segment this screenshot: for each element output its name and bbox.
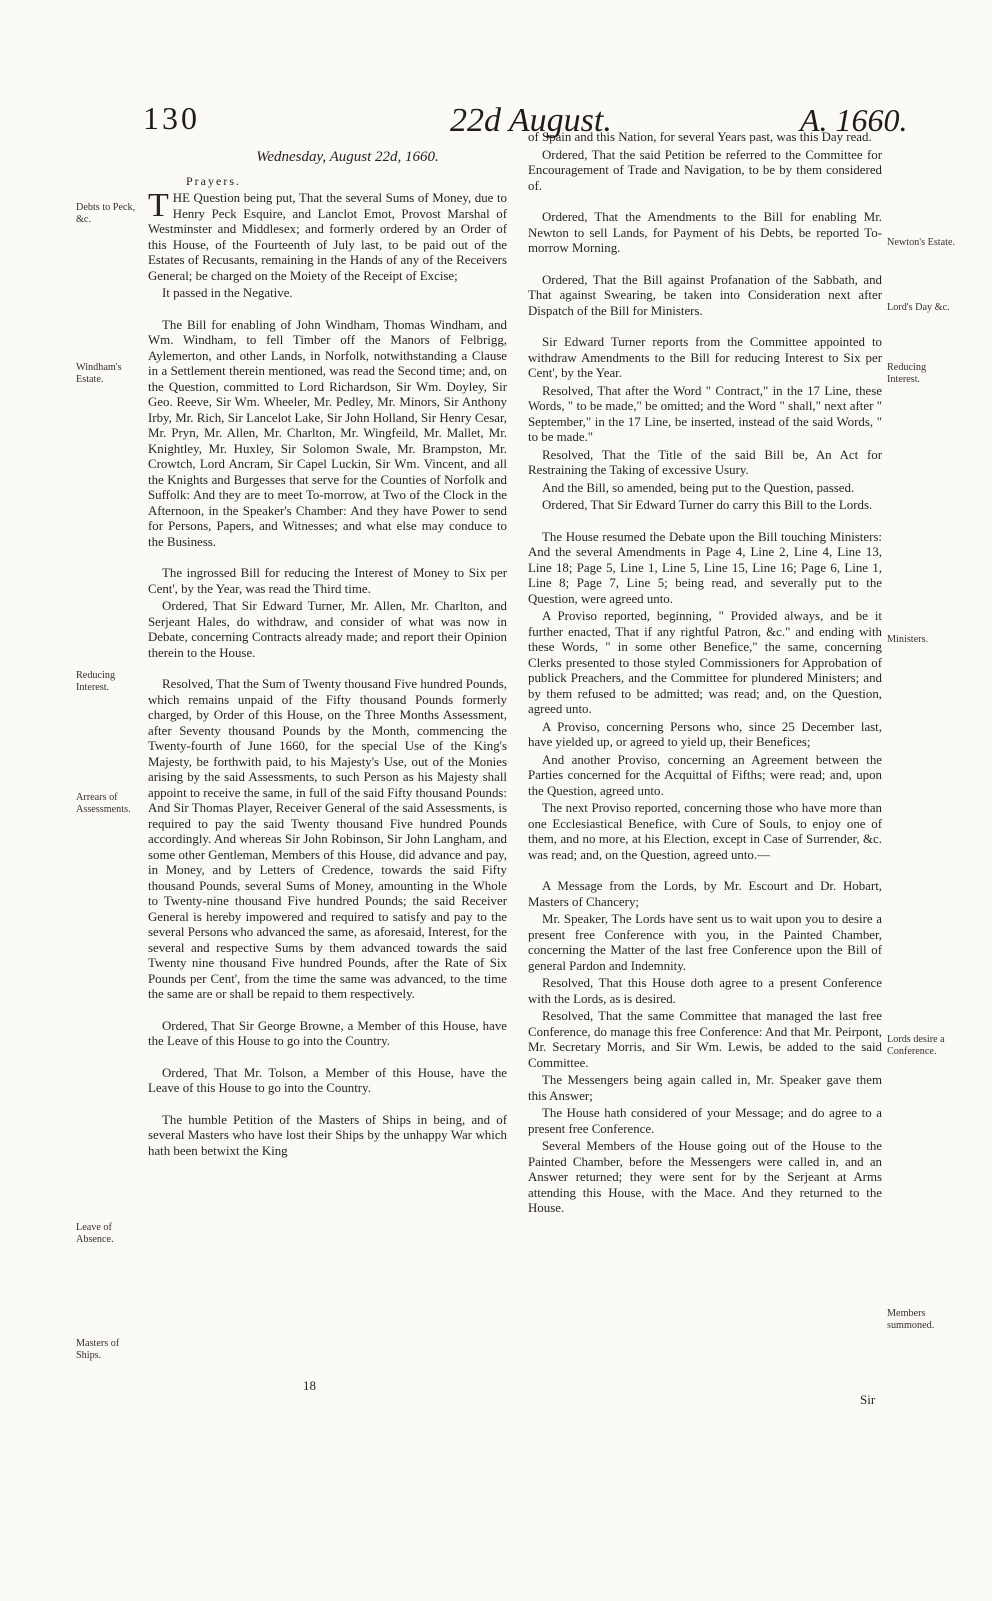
sitting-date: Wednesday, August 22d, 1660.: [256, 149, 439, 165]
entry-negative: It passed in the Negative.: [162, 286, 293, 300]
entry-newton: Ordered, That the Amendments to the Bill for enabling Mr. Newton to sell Lands, for Payment of his Debts, be reported To-morrow Morning.: [528, 210, 882, 255]
running-head-date: 22d August.: [450, 102, 612, 139]
entry-sabbath: Ordered, That the Bill against Profanation of the Sabbath, and That against Swearing, be taken into Consideration next after Dispatch of the Bill for Ministers.: [528, 272, 882, 318]
entry-members-summoned: Several Members of the House going out of the House to the Painted Chamber, before the Messengers were called in, and an Answer returned; they were sent for by the Serjeant at Arms attending this House, with the Mace. And they returned to the House.: [528, 1139, 882, 1215]
margin-note-newton: Newton's Estate.: [887, 237, 956, 248]
entry-turner-reports: Sir Edward Turner reports from the Committee appointed to withdraw Amendments to the Bill for reducing Interest to Six per Cent', by the Year.: [528, 335, 882, 380]
entry-tolson-leave: Ordered, That Mr. Tolson, a Member of this House, have the Leave of this House to go into the Country.: [148, 1065, 507, 1095]
left-column: [148, 148, 507, 1159]
entry-turner-withdraw: Ordered, That Sir Edward Turner, Mr. Allen, Mr. Charlton, and Serjeant Hales, do withdraw, and consider of what was now in Debate, concerning Contracts already made; and report their Opinion therein to the House.: [148, 599, 507, 660]
entry-messengers: The Messengers being again called in, Mr. Speaker gave them this Answer;: [528, 1073, 882, 1103]
margin-note-leave: Leave of Absence.: [76, 1222, 114, 1245]
entry-agree-conference: Resolved, That this House doth agree to a present Conference with the Lords, as is desired.: [528, 976, 882, 1006]
margin-note-reducing-right: Reducing Interest.: [887, 362, 927, 385]
entry-answer: The House hath considered of your Message; and do agree to a present free Conference.: [528, 1106, 882, 1136]
margin-note-lords-day: Lord's Day &c.: [887, 302, 950, 313]
entry-proviso-3: And another Proviso, concerning an Agreement between the Parties concerned for the Acquittal of Fifths; were read; and, upon the Question, agreed unto.: [528, 752, 882, 798]
margin-note-reducing-left: Reducing Interest.: [76, 670, 116, 693]
entry-ministers: The House resumed the Debate upon the Bill touching Ministers: And the several Amendments in Page 4, Line 2, Line 4, Line 13, Line 18; Page 5, Line 1, Line 5, Line 15, Line 16; Page 6, Line 1, Line 8; Page 7, Line 5; being read, and severally put to the Question, were agreed unto.: [528, 529, 882, 606]
running-head-year: A. 1660.: [800, 102, 908, 138]
margin-note-arrears: Arrears of Assessments.: [76, 792, 131, 815]
prayers-heading: Prayers.: [186, 173, 241, 188]
entry-ingrossed-bill: The ingrossed Bill for reducing the Interest of Money to Six per Cent', by the Year, was read the Third time.: [148, 566, 507, 596]
entry-masters-petition: The humble Petition of the Masters of Ships in being, and of several Masters who have lost their Ships by the unhappy War which hath been betwixt the King: [148, 1112, 507, 1158]
entry-spain: of Spain and this Nation, for several Years past, was this Day read.: [528, 130, 872, 144]
catchword: Sir: [860, 1392, 876, 1407]
drop-cap: T: [148, 187, 169, 224]
folio-signature: 18: [303, 1378, 316, 1393]
entry-carry: Ordered, That Sir Edward Turner do carry this Bill to the Lords.: [542, 498, 873, 512]
entry-browne-leave: Ordered, That Sir George Browne, a Member of this House, have the Leave of this House to go into the Country.: [148, 1018, 507, 1048]
entry-debts: THE Question being put, That the several Sums of Money, due to Henry Peck Esquire, and Lanclot Emot, Provost Marshal of Westminster and Middlesex; and formerly ordered by an Order of this House, of the Fourteenth of July last, to be paid out of the Estates of Recusants, remaining in the Hands of any of the Receivers General; be charged on the Moiety of the Receipt of Excise;: [148, 187, 507, 283]
entry-amended: And the Bill, so amended, being put to the Question, passed.: [542, 480, 855, 495]
entry-lords-message: A Message from the Lords, by Mr. Escourt and Dr. Hobart, Masters of Chancery;: [528, 879, 882, 909]
margin-note-debts: Debts to Peck, &c.: [76, 202, 136, 225]
entry-proviso-4: The next Proviso reported, concerning those who have more than one Ecclesiastical Benefice, with Cure of Souls, to enjoy one of them, and no more, at his Election, except in Case of Surrender, &c. was read; and, on the Question, agreed unto.—: [528, 801, 882, 862]
entry-proviso-1: A Proviso reported, beginning, " Provided always, and be it further enacted, That if any rightful Patron, &c." and ending with these Words, " in some other Benefice," the same, concerning Clerks presented to those styled Commissioners for Approbation of publick Preachers, and the Committee for plundered Ministers; and by them refused to be admitted; was read; and, on the Question, agreed unto.: [528, 609, 882, 716]
entry-windham-bill: The Bill for enabling of John Windham, Thomas Windham, and Wm. Windham, to fell Timber off the Manors of Felbrigg, Aylemerton, and other Lands, in Norfolk, notwithstanding a Clause in a Settlement therein mentioned, was read the Second time; and, on the Question, committed to Lord Richardson, Sir Wm. Doyley, Sir Geo. Reeve, Sir Wm. Wheeler, Mr. Pedley, Mr. Minors, Sir Anthony Irby, Mr. Rich, Sir Lancelot Lake, Sir John Holland, Sir Henry Cesar, Mr. Pryn, Mr. Allen, Mr. Charlton, Mr. Wingfeild, Mr. Mallet, Mr. Knightley, Mr. Huxley, Sir Solomon Swale, Mr. Brampston, Mr. Crowtch, Lord Ancram, Sir Capel Luckin, Sir Wm. Vincent, and all the Knights and Burgesses that serve for the Counties of Norfolk and Suffolk: And they are to meet To-morrow, at Two of the Clock in the Afternoon, in the Speaker's Chamber: And they have Power to send for Persons, Papers, and Witnesses; and what else may conduce to the Business.: [148, 317, 507, 549]
entry-speaker-message: Mr. Speaker, The Lords have sent us to wait upon you to desire a present free Conference with you, in the Painted Chamber, concerning the Matter of the last free Conference upon the Bill of general Pardon and Indemnity.: [528, 912, 882, 973]
margin-note-summoned: Members summoned.: [887, 1308, 935, 1331]
margin-note-windham: Windham's Estate.: [76, 362, 122, 385]
right-column: [528, 130, 882, 1217]
margin-note-conference: Lords desire a Conference.: [887, 1034, 945, 1057]
margin-note-ministers: Ministers.: [887, 634, 929, 645]
entry-arrears: Resolved, That the Sum of Twenty thousand Five hundred Pounds, which remains unpaid of the Fifty thousand Pounds formerly charged, by Order of this House, on the Three Months Assessment, after Seventy thousand Pounds by the Month, commencing the Twenty-fourth of June 1660, for the special Use of the King's Majesty, be forthwith paid, to his Majesty's Use, out of the Monies arising by the said Assessments, to such Person as his Majesty shall appoint to receive the same, in full of the said Fifty thousand Pounds: And Sir Thomas Player, Receiver General of the said Assessments, is required to pay the said Twenty thousand Five hundred Pounds accordingly. And whereas Sir John Robinson, Sir John Langham, and some other Gentleman, Members of this House, did advance and pay, in Money, and by Letters of Credence, towards the said Fifty thousand Pounds, several Sums of Money, amounting in the Whole to Twenty-nine thousand Five hundred Pounds; the said Receiver General is hereby impowered and required to satisfy and pay to the several Persons who advanced the same, as aforesaid, Interest, for the several and respective Sums by them advanced towards the said Twenty nine thousand Five hundred Pounds, after the Rate of Six Pounds per Cent', from the time the same was advanced, to the time the same are or shall be repaid to them respectively.: [148, 677, 508, 1001]
entry-contract: Resolved, That after the Word " Contract," in the 17 Line, these Words, " to be made," be omitted; and the Word " shall," next after " September," in the 17 Line, be inserted, instead of the said Words, " to be made.": [528, 383, 882, 444]
entry-same-committee: Resolved, That the same Committee that managed the last free Conference, do manage this free Conference: And that Mr. Peirpont, Mr. Secretary Morris, and Sir Wm. Lewis, be added to the said Committee.: [528, 1009, 882, 1070]
page-number: 130: [143, 100, 200, 136]
entry-title: Resolved, That the Title of the said Bill be, An Act for Restraining the Taking of excessive Usury.: [528, 447, 882, 477]
margin-note-masters: Masters of Ships.: [76, 1338, 120, 1361]
entry-referred: Ordered, That the said Petition be referred to the Committee for Encouragement of Trade and Navigation, to be by them considered of.: [528, 147, 882, 193]
entry-proviso-2: A Proviso, concerning Persons who, since 25 December last, have yielded up, or agreed to yield up, their Benefices;: [528, 719, 882, 749]
